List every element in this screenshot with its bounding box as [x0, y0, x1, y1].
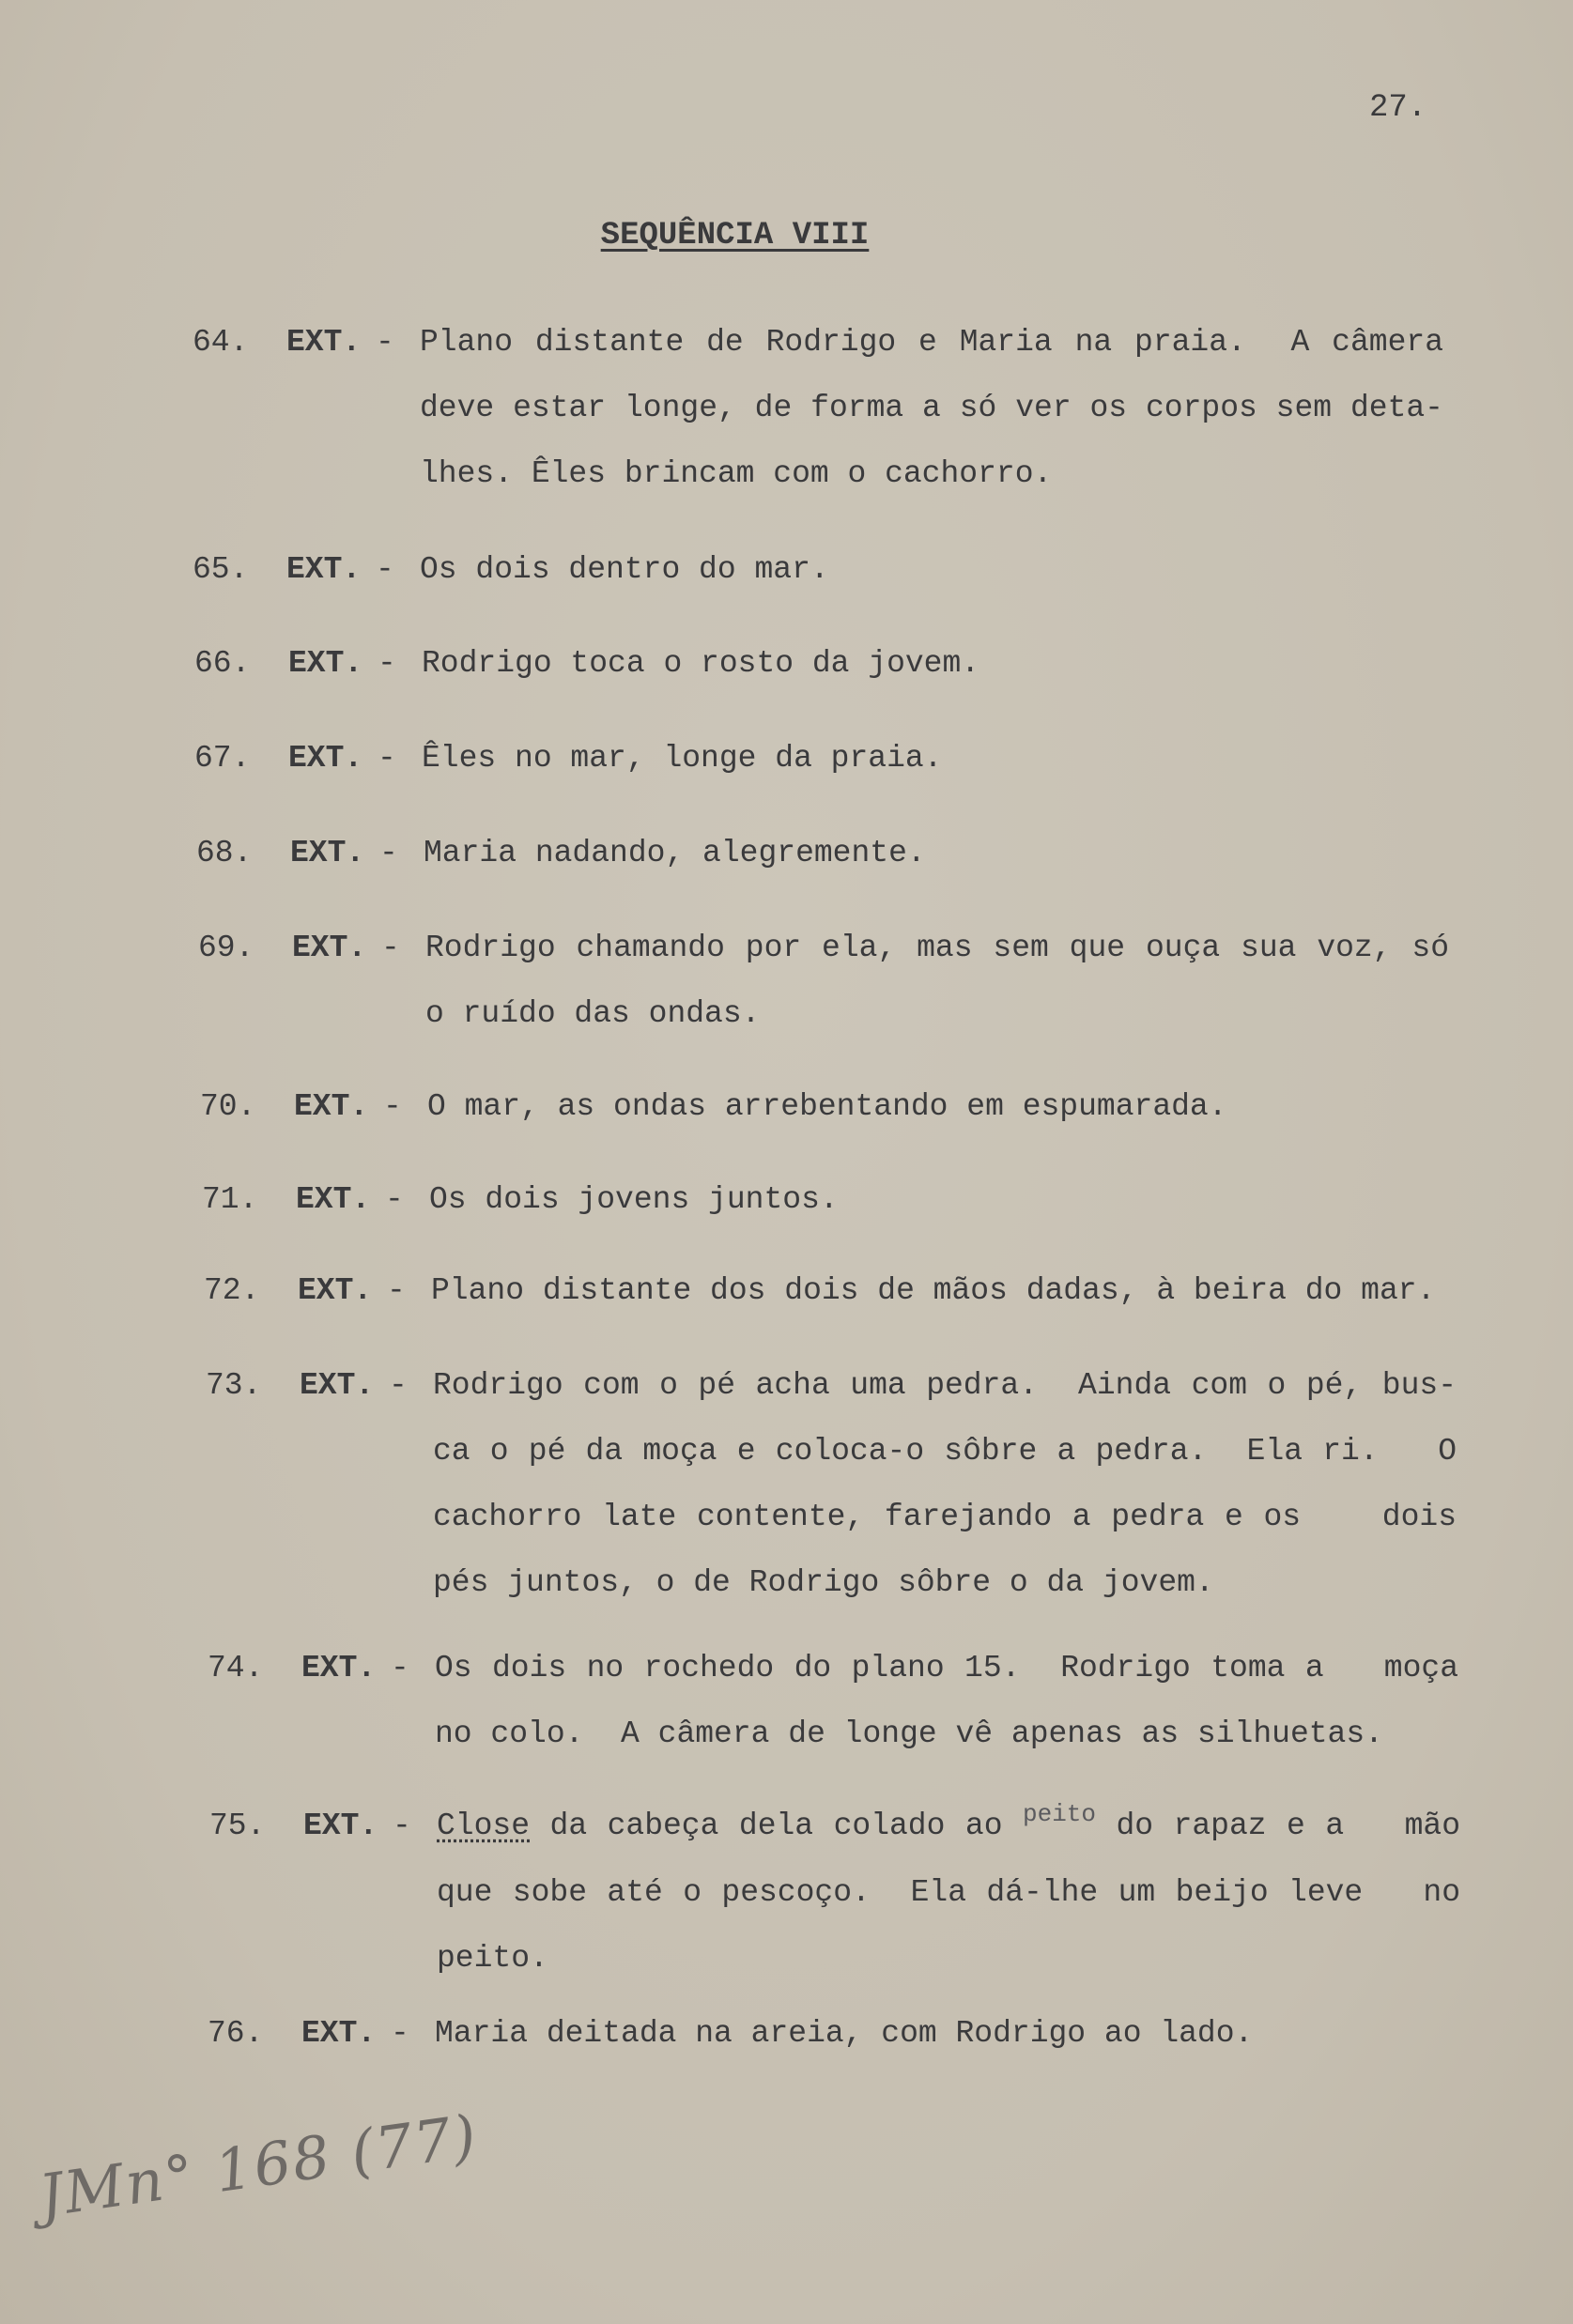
scene-description [427, 1074, 1451, 1140]
scene-description [437, 1793, 1460, 1992]
scene-number: 74. [208, 1651, 264, 1685]
scene-number: 71. [202, 1182, 258, 1217]
scene-number: 70. [200, 1089, 256, 1124]
scene-location: EXT. [288, 741, 363, 776]
description-line: o ruído das ondas. [425, 996, 761, 1031]
scene-location: EXT. [301, 1651, 377, 1685]
dash-separator: - [391, 2016, 409, 2051]
dash-separator: - [378, 741, 396, 776]
description-line: peito. [437, 1941, 548, 1976]
description-line: deve estar longe, de forma a só ver os corpos sem deta- [420, 391, 1443, 425]
scene-location: EXT. [294, 1089, 369, 1124]
scene-description [425, 916, 1449, 1047]
text-segment: da cabeça dela colado ao [530, 1808, 1023, 1843]
description-line: Maria deitada na areia, com Rodrigo ao lado. [435, 2016, 1254, 2051]
dash-separator: - [376, 552, 394, 587]
scene-description [420, 537, 1443, 603]
scene-description [422, 726, 1445, 792]
scene-location: EXT. [300, 1368, 375, 1403]
scene-number: 65. [193, 552, 249, 587]
scene-location: EXT. [292, 931, 367, 965]
scene-description [433, 1353, 1457, 1616]
description-line: pés juntos, o de Rodrigo sôbre o da jovem. [433, 1565, 1214, 1600]
dash-separator: - [393, 1808, 411, 1843]
dash-separator: - [387, 1273, 406, 1308]
description-line: Êles no mar, longe da praia. [422, 741, 943, 776]
scene-location: EXT. [290, 836, 365, 870]
description-line: Plano distante de Rodrigo e Maria na praia. A câmera [420, 325, 1443, 360]
scene-number: 67. [194, 741, 251, 776]
scene-description [420, 310, 1443, 507]
scene-number: 64. [193, 325, 249, 360]
scene-description [435, 1636, 1458, 1767]
scene-number: 68. [196, 836, 253, 870]
scene-location: EXT. [288, 646, 363, 681]
sequence-title: SEQUÊNCIA VIII [600, 218, 870, 254]
dash-separator: - [381, 931, 400, 965]
description-line: Os dois jovens juntos. [429, 1182, 839, 1217]
text-segment: do rapaz e a mão [1096, 1808, 1460, 1843]
scene-location: EXT. [301, 2016, 377, 2051]
dash-separator: - [376, 325, 394, 360]
description-line: ca o pé da moça e coloca-o sôbre a pedra. Ela ri. O [433, 1434, 1457, 1469]
description-line: lhes. Êles brincam com o cachorro. [420, 456, 1053, 491]
description-line: Os dois dentro do mar. [420, 552, 829, 587]
scene-description [431, 1258, 1455, 1324]
description-line: Os dois no rochedo do plano 15. Rodrigo toma a moça [435, 1651, 1458, 1685]
description-line: Rodrigo chamando por ela, mas sem que ouça sua voz, só [425, 931, 1449, 965]
dash-separator: - [378, 646, 396, 681]
scene-description [435, 2001, 1458, 2067]
scene-description [429, 1167, 1453, 1233]
description-line: cachorro late contente, farejando a pedra e os dois [433, 1500, 1457, 1534]
scene-number: 72. [204, 1273, 260, 1308]
dash-separator: - [389, 1368, 408, 1403]
description-line: Rodrigo toca o rosto da jovem. [422, 646, 980, 681]
scene-description [422, 631, 1445, 697]
description-line: Maria nadando, alegremente. [424, 836, 926, 870]
scene-location: EXT. [298, 1273, 373, 1308]
dash-separator: - [379, 836, 398, 870]
scene-location: EXT. [296, 1182, 371, 1217]
underlined-term: Close [437, 1808, 531, 1843]
description-line: O mar, as ondas arrebentando em espumarada. [427, 1089, 1227, 1124]
scene-number: 69. [198, 931, 254, 965]
description-line: que sobe até o pescoço. Ela dá-lhe um beijo leve no [437, 1875, 1460, 1910]
scene-number: 76. [208, 2016, 264, 2051]
scene-number: 75. [209, 1808, 266, 1843]
scene-number: 66. [194, 646, 251, 681]
description-line [437, 1793, 1460, 1860]
dash-separator: - [391, 1651, 409, 1685]
dash-separator: - [385, 1182, 404, 1217]
page-number: 27. [1369, 90, 1427, 126]
description-line: no colo. A câmera de longe vê apenas as silhuetas. [435, 1716, 1383, 1751]
scene-location: EXT. [286, 552, 362, 587]
scene-location: EXT. [286, 325, 362, 360]
dash-separator: - [383, 1089, 402, 1124]
description-line: Rodrigo com o pé acha uma pedra. Ainda com o pé, bus- [433, 1368, 1457, 1403]
handwritten-note: JMn° 168 (77) [35, 2101, 483, 2231]
scene-location: EXT. [303, 1808, 378, 1843]
scene-description [424, 821, 1447, 886]
inserted-word: peito [1022, 1800, 1096, 1828]
description-line: Plano distante dos dois de mãos dadas, à beira do mar. [431, 1273, 1436, 1308]
scene-number: 73. [206, 1368, 262, 1403]
